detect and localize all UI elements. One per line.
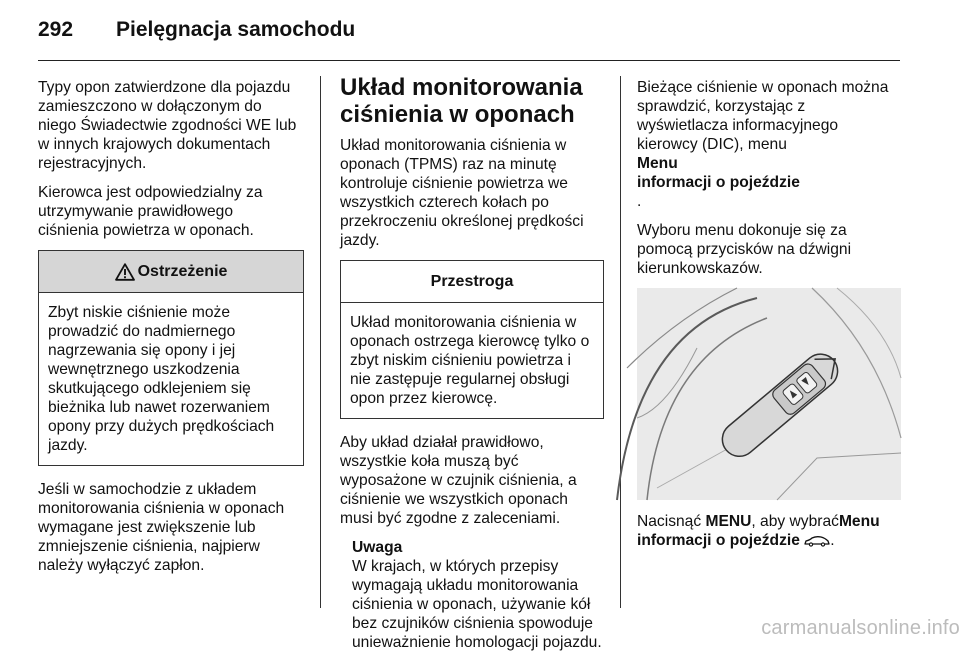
warning-box-header <box>39 251 303 293</box>
chapter-title: Pielęgnacja samochodu <box>116 18 356 41</box>
turn-signal-lever-illustration <box>637 288 901 500</box>
warning-triangle-icon <box>115 263 135 281</box>
press-menu-paragraph: Nacisnąć MENU, aby wybraćMenu informacji o pojeździe . <box>637 513 880 549</box>
column-2 <box>340 74 604 652</box>
caution-body: Układ monitorowania ciśnienia w oponach ostrzega kierowcę tylko o zbyt niskim ciśnieniu powietrza i nie zastępuje regularnej obsługi opon przez kierowcę. <box>350 314 590 407</box>
column-divider-1 <box>320 76 321 608</box>
menu-button-label: MENU <box>705 513 752 530</box>
tpms-intro-paragraph: Układ monitorowania ciśnienia w oponach (TPMS) raz na minutę kontroluje ciśnienie powietrza we wszystkich czterech kołach po przekroczeniu określonej prędkości jazdy. <box>340 137 584 249</box>
column-3 <box>637 78 901 560</box>
sensor-requirement-paragraph: Aby układ działał prawidłowo, wszystkie koła muszą być wyposażone w czujnik ciśnienia, a ciśnienie we wszystkich oponach musi być zgodne z zaleceniami. <box>340 434 577 527</box>
column-divider-2 <box>620 76 621 608</box>
tire-approval-paragraph: Typy opon zatwierdzone dla pojazdu zamieszczono w dołączonym do niego Świadectwie zgodności WE lub w innych krajowych dokumentach rejestracyjnych. <box>38 79 297 172</box>
warning-title: Ostrzeżenie <box>137 263 228 280</box>
page-number: 292 <box>38 18 74 41</box>
caution-box <box>340 260 604 419</box>
driver-responsibility-paragraph: Kierowca jest odpowiedzialny za utrzymywanie prawidłowego ciśnienia powietrza w oponach. <box>38 184 263 239</box>
warning-box <box>38 250 304 466</box>
page-header <box>38 14 900 54</box>
caution-title: Przestroga <box>430 273 514 290</box>
watermark: carmanualsonline.info <box>761 617 960 639</box>
vehicle-info-menu-label-2: informacji o pojeździe <box>637 532 800 549</box>
note-block: Uwaga W krajach, w których przepisy wymagają układu monitorowania ciśnienia w oponach, używanie kół bez czujników ciśnienia spowoduje unieważnienie homologacji pojazdu. <box>340 538 604 652</box>
dic-check-paragraph: Bieżące ciśnienie w oponach można sprawdzić, korzystając z wyświetlacza informacyjnego kierowcy (DIC), menu Menu informacji o pojeździe . <box>637 79 889 210</box>
header-rule <box>38 60 900 61</box>
menu-selection-paragraph: Wyboru menu dokonuje się za pomocą przycisków na dźwigni kierunkowskazów. <box>637 222 852 277</box>
menu-label-2: Menu <box>838 513 880 530</box>
car-icon <box>804 535 830 547</box>
pressure-adjust-paragraph: Jeśli w samochodzie z układem monitorowania ciśnienia w oponach wymagane jest zwiększenie lub zmniejszenie ciśnienia, najpierw należy wyłączyć zapłon. <box>38 481 285 574</box>
caution-box-header <box>341 261 603 303</box>
section-heading: Układ monitorowania ciśnienia w oponach <box>340 74 583 128</box>
lever-drawing <box>637 288 901 500</box>
menu-label: Menu <box>637 155 678 172</box>
column-1 <box>38 78 304 585</box>
note-title: Uwaga <box>352 539 403 556</box>
warning-body: Zbyt niskie ciśnienie może prowadzić do nadmiernego nagrzewania się opony i jej wewnętrznego uszkodzenia skutkującego odklejeniem się bieżnika lub nawet rozerwaniem opony przy dużych prędkościach jazdy. <box>48 304 275 454</box>
vehicle-info-menu-label: informacji o pojeździe <box>637 174 800 191</box>
